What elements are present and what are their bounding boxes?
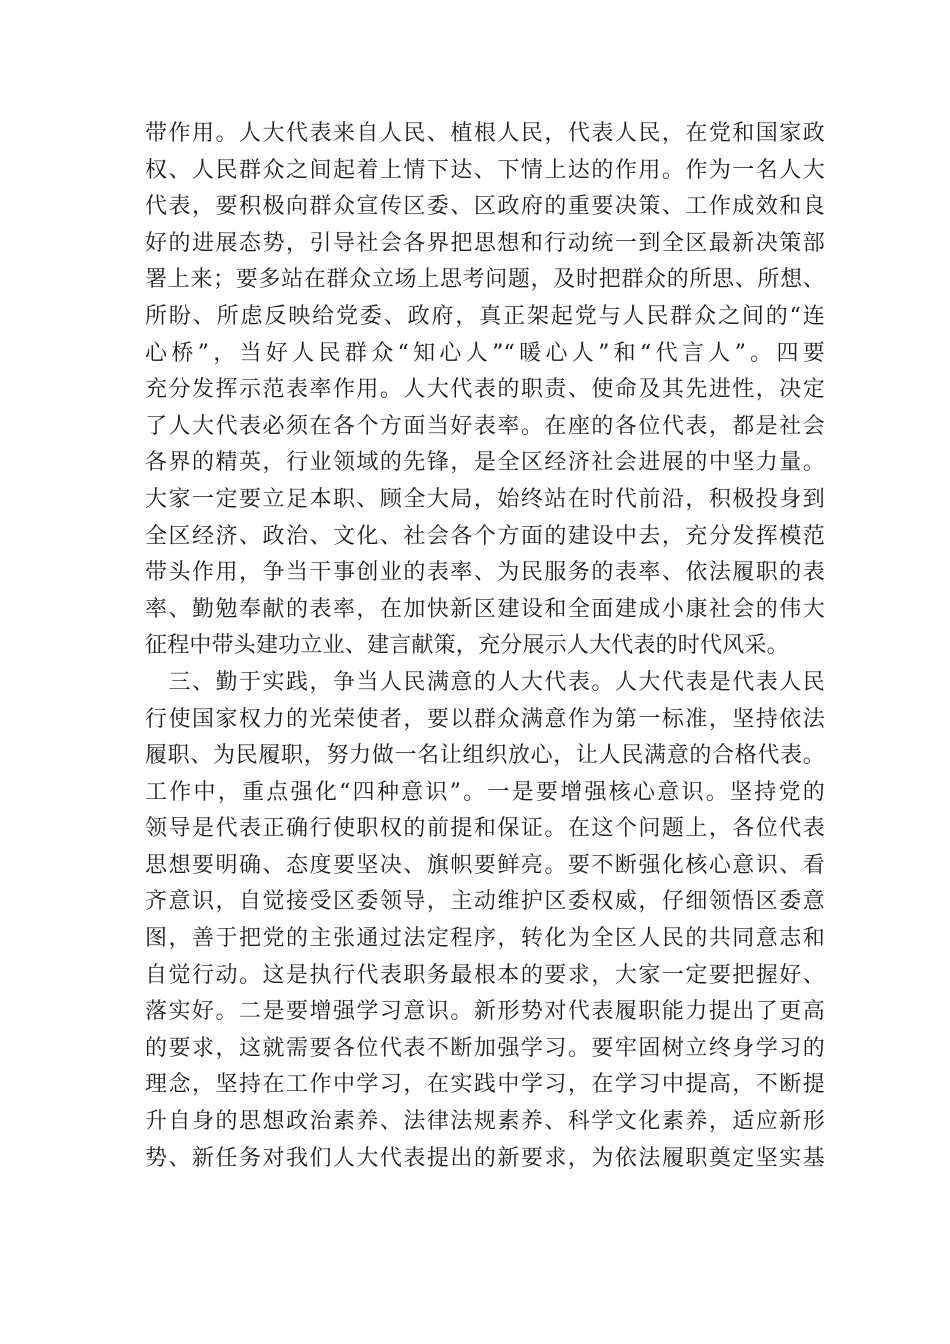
- text-line: 署上来；要多站在群众立场上思考问题，及时把群众的所思、所想、: [145, 267, 825, 293]
- text-line: 势、新任务对我们人大代表提出的新要求，为依法履职奠定坚实基: [145, 1145, 825, 1171]
- text-line: 好的进展态势，引导社会各界把思想和行动统一到全区最新决策部: [145, 230, 825, 256]
- text-line: 工作中，重点强化“四种意识”。一是要增强核心意识。坚持党的: [145, 779, 825, 805]
- text-line: 思想要明确、态度要坚决、旗帜要鲜亮。要不断强化核心意识、看: [145, 852, 825, 878]
- text-line: 齐意识，自觉接受区委领导，主动维护区委权威，仔细领悟区委意: [145, 889, 825, 915]
- body-text: [145, 116, 825, 1177]
- text-line: 率、勤勉奉献的表率，在加快新区建设和全面建成小康社会的伟大: [145, 596, 825, 622]
- text-line: 心桥”，当好人民群众“知心人”“暖心人”和“代言人”。四要: [145, 340, 825, 366]
- text-line: 理念，坚持在工作中学习，在实践中学习，在学习中提高，不断提: [145, 1072, 825, 1098]
- text-line: 征程中带头建功立业、建言献策，充分展示人大代表的时代风采。: [145, 633, 789, 659]
- text-line: 带作用。人大代表来自人民、植根人民，代表人民，在党和国家政: [145, 121, 825, 146]
- text-line: 了人大代表必须在各个方面当好表率。在座的各位代表，都是社会: [145, 413, 825, 439]
- text-line: 充分发挥示范表率作用。人大代表的职责、使命及其先进性，决定: [145, 377, 825, 403]
- text-line: 的要求，这就需要各位代表不断加强学习。要牢固树立终身学习的: [145, 1035, 825, 1061]
- text-line: 所盼、所虑反映给党委、政府，真正架起党与人民群众之间的“连: [145, 303, 825, 329]
- text-line: 升自身的思想政治素养、法律法规素养、科学文化素养，适应新形: [145, 1109, 825, 1135]
- text-line: 各界的精英，行业领域的先锋，是全区经济社会进展的中坚力量。: [145, 450, 825, 476]
- text-line: 自觉行动。这是执行代表职务最根本的要求，大家一定要把握好、: [145, 962, 825, 988]
- text-line: 代表，要积极向群众宣传区委、区政府的重要决策、工作成效和良: [145, 194, 825, 220]
- text-line: 图，善于把党的主张通过法定程序，转化为全区人民的共同意志和: [145, 926, 825, 952]
- text-line: 行使国家权力的光荣使者，要以群众满意作为第一标准，坚持依法: [145, 706, 825, 732]
- text-line: 大家一定要立足本职、顾全大局，始终站在时代前沿，积极投身到: [145, 486, 825, 512]
- text-line: 带头作用，争当干事创业的表率、为民服务的表率、依法履职的表: [145, 560, 825, 586]
- text-line: 全区经济、政治、文化、社会各个方面的建设中去，充分发挥模范: [145, 523, 825, 549]
- text-line: 履职、为民履职，努力做一名让组织放心，让人民满意的合格代表。: [145, 743, 825, 769]
- text-line: 权、人民群众之间起着上情下达、下情上达的作用。作为一名人大: [145, 157, 825, 183]
- paragraph-start-line: 三、勤于实践，争当人民满意的人大代表。人大代表是代表人民: [145, 669, 825, 695]
- text-line: 落实好。二是要增强学习意识。新形势对代表履职能力提出了更高: [145, 999, 825, 1025]
- text-line: 领导是代表正确行使职权的前提和保证。在这个问题上，各位代表: [145, 816, 825, 842]
